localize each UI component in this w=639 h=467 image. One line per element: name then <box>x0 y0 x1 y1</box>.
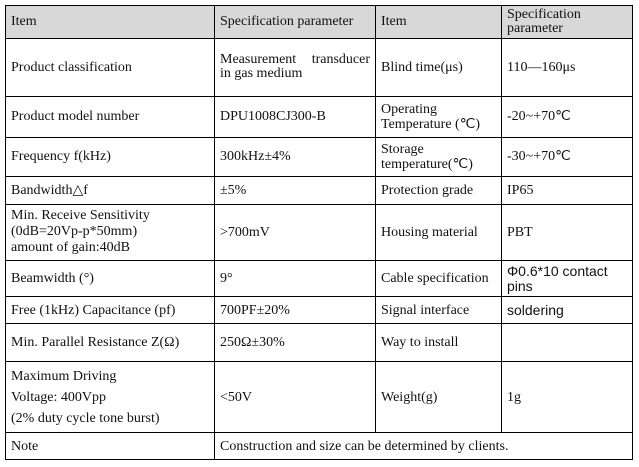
header-spec-param: Specification parameter <box>215 6 376 39</box>
table-row <box>6 297 633 324</box>
header-row <box>6 6 633 39</box>
spec-cell: 1g <box>502 362 633 433</box>
spec-cell: <50V <box>215 362 376 433</box>
table-row <box>6 96 633 137</box>
spec-cell: Measurement transducer in gas medium <box>215 38 376 96</box>
item-line: Maximum Driving <box>11 368 117 384</box>
spec-cell <box>502 324 633 362</box>
spec-cell: -30~+70℃ <box>502 137 633 176</box>
item-cell: Free (1kHz) Capacitance (pf) <box>6 297 215 324</box>
note-row <box>6 433 633 460</box>
item-cell: Housing material <box>376 204 502 261</box>
spec-cell: DPU1008CJ300-B <box>215 96 376 137</box>
item-cell: Protection grade <box>376 176 502 204</box>
item-cell: Storage temperature(℃) <box>376 137 502 176</box>
item-cell: Way to install <box>376 324 502 362</box>
item-line: Voltage: 400Vpp <box>11 389 107 405</box>
note-text: Construction and size can be determined by clients. <box>215 433 633 460</box>
item-cell: Frequency f(kHz) <box>6 137 215 176</box>
spec-cell: Φ0.6*10 contact pins <box>502 261 633 297</box>
header-item: Item <box>376 6 502 39</box>
spec-cell: PBT <box>502 204 633 261</box>
item-line: (0dB=20Vp-p*50mm) <box>11 224 138 240</box>
item-cell: Cable specification <box>376 261 502 297</box>
item-cell: Product model number <box>6 96 215 137</box>
item-cell: Weight(g) <box>376 362 502 433</box>
spec-cell: -20~+70℃ <box>502 96 633 137</box>
header-item: Item <box>6 6 215 39</box>
spec-cell: soldering <box>502 297 633 324</box>
table-row <box>6 362 633 433</box>
note-label: Note <box>6 433 215 460</box>
item-cell <box>6 362 215 433</box>
item-cell: Min. Parallel Resistance Z(Ω) <box>6 324 215 362</box>
item-cell: Signal interface <box>376 297 502 324</box>
item-cell: Bandwidth△f <box>6 176 215 204</box>
spec-cell: 9° <box>215 261 376 297</box>
item-cell <box>6 204 215 261</box>
spec-cell: >700mV <box>215 204 376 261</box>
item-cell: Product classification <box>6 38 215 96</box>
table-row <box>6 324 633 362</box>
item-line: (2% duty cycle tone burst) <box>11 410 160 426</box>
table-row <box>6 261 633 297</box>
spec-cell: 700PF±20% <box>215 297 376 324</box>
specification-table <box>5 5 633 460</box>
table-row <box>6 176 633 204</box>
table-row <box>6 38 633 96</box>
spec-cell: IP65 <box>502 176 633 204</box>
item-cell: Blind time(μs) <box>376 38 502 96</box>
spec-cell: 300kHz±4% <box>215 137 376 176</box>
item-cell: Operating Temperature (℃) <box>376 96 502 137</box>
header-spec-param: Specification parameter <box>502 6 633 39</box>
item-line: amount of gain:40dB <box>11 240 130 256</box>
spec-cell: 250Ω±30% <box>215 324 376 362</box>
spec-cell: ±5% <box>215 176 376 204</box>
item-cell: Beamwidth (°) <box>6 261 215 297</box>
table-row <box>6 204 633 261</box>
item-line: Min. Receive Sensitivity <box>11 208 150 224</box>
table-row <box>6 137 633 176</box>
spec-cell: 110—160μs <box>502 38 633 96</box>
